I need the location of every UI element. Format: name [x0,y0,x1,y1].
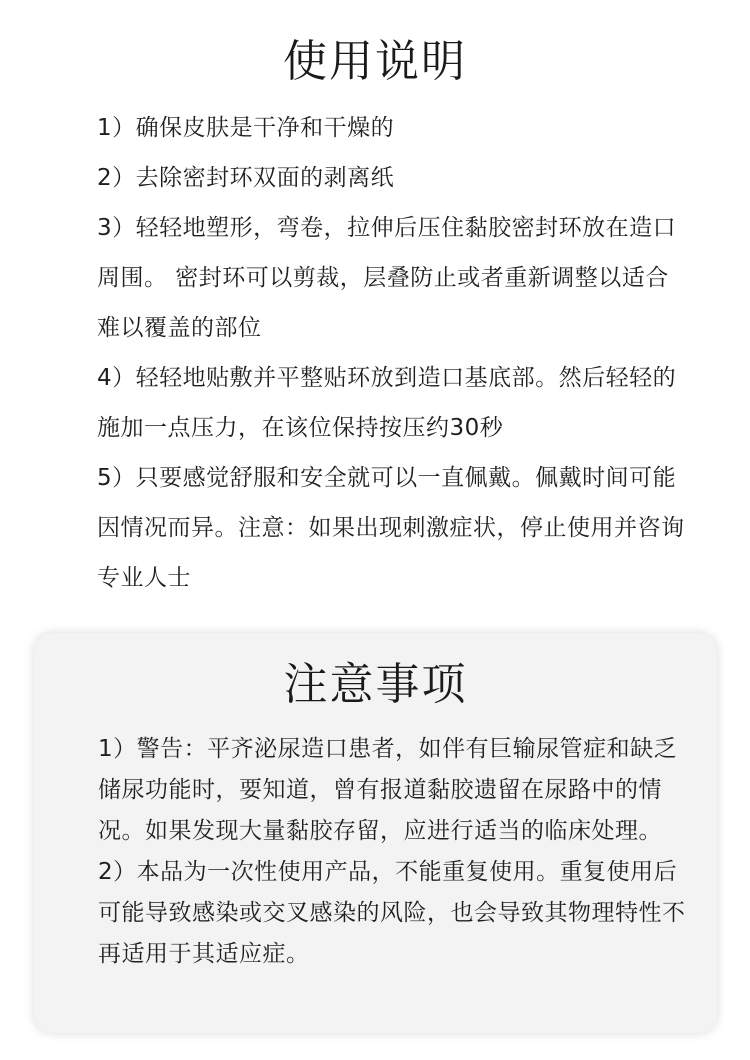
usage-step-5: 5）只要感觉舒服和安全就可以一直佩戴。佩戴时间可能因情况而异。注意：如果出现刺激症状，停止使用并咨询专业人士 [97,465,685,591]
notice-item-1: 1）警告：平齐泌尿造口患者，如伴有巨输尿管症和缺乏储尿功能时，要知道，曾有报道黏胶遗留在尿路中的情况。如果发现大量黏胶存留，应进行适当的临床处理。 [98,736,678,844]
usage-step-4: 4）轻轻地贴敷并平整贴环放到造口基底部。然后轻轻的施加一点压力，在该位保持按压约30秒 [97,365,677,441]
usage-instructions-list [97,103,687,603]
notice-item-2: 2）本品为一次性使用产品，不能重复使用。重复使用后可能导致感染或交叉感染的风险，也会导致其物理特性不再适用于其适应症。 [98,859,686,967]
usage-step-2: 2）去除密封环双面的剥离纸 [97,165,395,191]
notice-list [98,729,698,975]
usage-step-1: 1）确保皮肤是干净和干燥的 [97,115,395,141]
notice-panel [34,633,717,1033]
usage-step-3: 3）轻轻地塑形，弯卷，拉伸后压住黏胶密封环放在造口周围。 密封环可以剪裁，层叠防止或者重新调整以适合难以覆盖的部位 [97,215,677,341]
usage-title: 使用说明 [283,36,467,87]
notice-title: 注意事项 [283,659,468,710]
